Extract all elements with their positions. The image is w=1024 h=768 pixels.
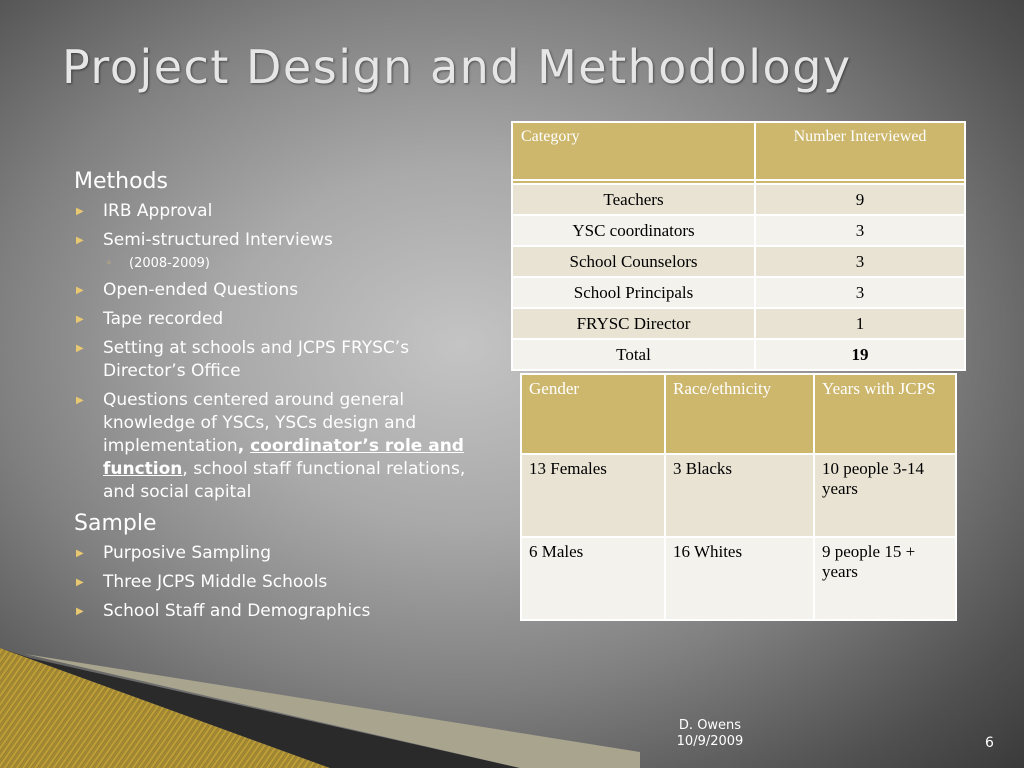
list-item: ▶ Setting at schools and JCPS FRYSC’s Director’s Office — [76, 338, 410, 381]
table-header-row — [512, 122, 965, 180]
slide-title: Project Design and Methodology — [62, 40, 852, 94]
column-header-number: Number Interviewed — [755, 122, 965, 180]
demographics-table — [520, 373, 957, 621]
list-item: ▶ School Staff and Demographics — [76, 601, 371, 621]
triangle-right-icon: ▶ — [76, 285, 84, 296]
sample-list — [74, 542, 494, 623]
triangle-right-icon: ▶ — [76, 314, 84, 325]
sub-list — [103, 255, 494, 273]
ring-icon: ◦ — [106, 258, 112, 269]
methods-list — [74, 200, 494, 504]
interview-table — [511, 121, 966, 371]
triangle-right-icon: ▶ — [76, 343, 84, 354]
footer-author: D. Owens 10/9/2009 — [676, 718, 744, 749]
triangle-right-icon: ▶ — [76, 577, 84, 588]
emphasis-text: coordinator’s role and function — [103, 436, 464, 479]
triangle-right-icon: ▶ — [76, 206, 84, 217]
methods-heading: Methods — [74, 169, 168, 194]
page-number: 6 — [985, 735, 994, 751]
triangle-right-icon: ▶ — [76, 395, 84, 406]
methods-content — [74, 168, 494, 629]
column-header-years: Years with JCPS — [814, 374, 956, 454]
table-row: YSC coordinators 3 — [512, 215, 965, 246]
list-item: ▶ Semi-structured Interviews ◦ (2008-2009) — [74, 229, 494, 273]
table-row: FRYSC Director 1 — [512, 308, 965, 339]
list-item: ▶ Tape recorded — [76, 309, 224, 329]
list-item: ▶ Purposive Sampling — [76, 543, 271, 563]
column-header-race: Race/ethnicity — [665, 374, 814, 454]
list-item: ▶ Questions centered around general knowledge of YSCs, YSCs design and implementation, coordinator’s role and function, school staff functional relations, and social capital — [76, 390, 466, 502]
table-row: School Counselors 3 — [512, 246, 965, 277]
list-item: ▶ IRB Approval — [76, 201, 213, 221]
column-header-category: Category — [512, 122, 755, 180]
triangle-right-icon: ▶ — [76, 606, 84, 617]
list-item: ▶ Three JCPS Middle Schools — [76, 572, 328, 592]
triangle-right-icon: ▶ — [76, 548, 84, 559]
table-header-row — [521, 374, 956, 454]
sub-list-item: ◦ (2008-2009) — [106, 256, 211, 271]
sample-heading: Sample — [74, 511, 157, 536]
table-row-total: Total 19 — [512, 339, 965, 370]
table-row: 6 Males 16 Whites 9 people 15 + years — [521, 537, 956, 620]
list-item: ▶ Open-ended Questions — [76, 280, 299, 300]
table-row: Teachers 9 — [512, 184, 965, 215]
table-row: School Principals 3 — [512, 277, 965, 308]
triangle-right-icon: ▶ — [76, 235, 84, 246]
table-row: 13 Females 3 Blacks 10 people 3-14 years — [521, 454, 956, 537]
gold-stripe-decoration — [0, 648, 640, 768]
column-header-gender: Gender — [521, 374, 665, 454]
